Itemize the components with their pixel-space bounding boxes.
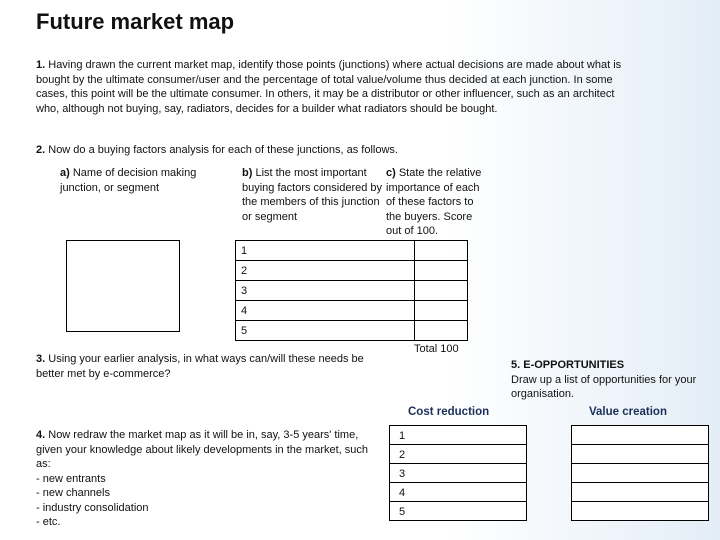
value-creation-row[interactable] — [571, 463, 709, 483]
factor-row[interactable] — [235, 240, 415, 261]
cost-reduction-row[interactable] — [389, 444, 527, 464]
cost-reduction-header: Cost reduction — [408, 406, 490, 418]
value-creation-row[interactable] — [571, 482, 709, 502]
cost-row-number: 2 — [399, 449, 406, 461]
column-a-text: Name of decision making junction, or segment — [60, 167, 197, 194]
factor-row-number: 3 — [241, 285, 248, 297]
question-1 — [36, 58, 626, 116]
score-cell[interactable] — [414, 260, 468, 281]
question-1-text: Having drawn the current market map, identify those points (junctions) where actual decisions are made about what is bought by the ultimate consumer/user and the percentage of total value/volume thus decided at each junction. In some cases, this point will be the ultimate consumer. In others, it may be a distributor or other influencer, such as an architect who, although not buying, say, radiators, decides for a builder what radiators should be bought. — [36, 59, 622, 115]
question-4 — [36, 428, 371, 530]
question-5 — [511, 358, 701, 402]
cost-row-number: 5 — [399, 506, 406, 518]
page-title: Future market map — [36, 9, 235, 34]
column-c-text: State the relative importance of each of these factors to the buyers. Score out of 100. — [386, 167, 482, 237]
score-cell[interactable] — [414, 240, 468, 261]
question-2-number: 2. — [36, 144, 46, 156]
question-2 — [36, 143, 636, 158]
column-b-label — [242, 166, 384, 224]
cost-reduction-row[interactable] — [389, 501, 527, 521]
factor-row[interactable] — [235, 260, 415, 281]
score-cell[interactable] — [414, 280, 468, 301]
cost-row-number: 4 — [399, 487, 406, 499]
question-3-text: Using your earlier analysis, in what ways can/will these needs be better met by e-commerce? — [36, 353, 364, 380]
score-cell[interactable] — [414, 300, 468, 321]
factor-row-number: 4 — [241, 305, 248, 317]
factor-row-number: 5 — [241, 325, 248, 337]
value-creation-row[interactable] — [571, 501, 709, 521]
q4-bullet: - new channels — [36, 487, 110, 499]
value-creation-row[interactable] — [571, 444, 709, 464]
question-1-number: 1. — [36, 59, 46, 71]
question-4-text: Now redraw the market map as it will be in, say, 3-5 years' time, given your knowledge about likely developments in the market, such as: — [36, 429, 369, 470]
question-3 — [36, 352, 386, 381]
factor-row-number: 1 — [241, 245, 248, 257]
value-creation-row[interactable] — [571, 425, 709, 445]
q4-bullet: - etc. — [36, 516, 61, 528]
question-4-number: 4. — [36, 429, 46, 441]
question-5-number: 5. — [511, 359, 521, 371]
factor-row[interactable] — [235, 300, 415, 321]
total-label: Total 100 — [414, 343, 459, 355]
score-cell[interactable] — [414, 320, 468, 341]
column-c-label — [386, 166, 484, 239]
column-a-letter: a) — [60, 167, 70, 179]
column-a-label — [60, 166, 230, 195]
question-2-text: Now do a buying factors analysis for each of these junctions, as follows. — [48, 144, 398, 156]
question-5-text: Draw up a list of opportunities for your organisation. — [511, 373, 697, 400]
q4-bullet: - new entrants — [36, 472, 106, 485]
junction-name-box[interactable] — [66, 240, 180, 332]
cost-reduction-row[interactable] — [389, 425, 527, 445]
value-creation-header: Value creation — [589, 406, 667, 418]
cost-row-number: 1 — [399, 430, 406, 442]
cost-reduction-row[interactable] — [389, 482, 527, 502]
q4-bullet: - industry consolidation — [36, 501, 149, 514]
cost-row-number: 3 — [399, 468, 406, 480]
question-5-heading: E-OPPORTUNITIES — [523, 359, 625, 371]
column-b-letter: b) — [242, 167, 253, 179]
question-3-number: 3. — [36, 353, 46, 365]
cost-reduction-row[interactable] — [389, 463, 527, 483]
factor-row[interactable] — [235, 320, 415, 341]
column-b-text: List the most important buying factors considered by the members of this junction or segment — [242, 167, 383, 223]
factor-row[interactable] — [235, 280, 415, 301]
column-c-letter: c) — [386, 167, 396, 179]
factor-row-number: 2 — [241, 265, 248, 277]
